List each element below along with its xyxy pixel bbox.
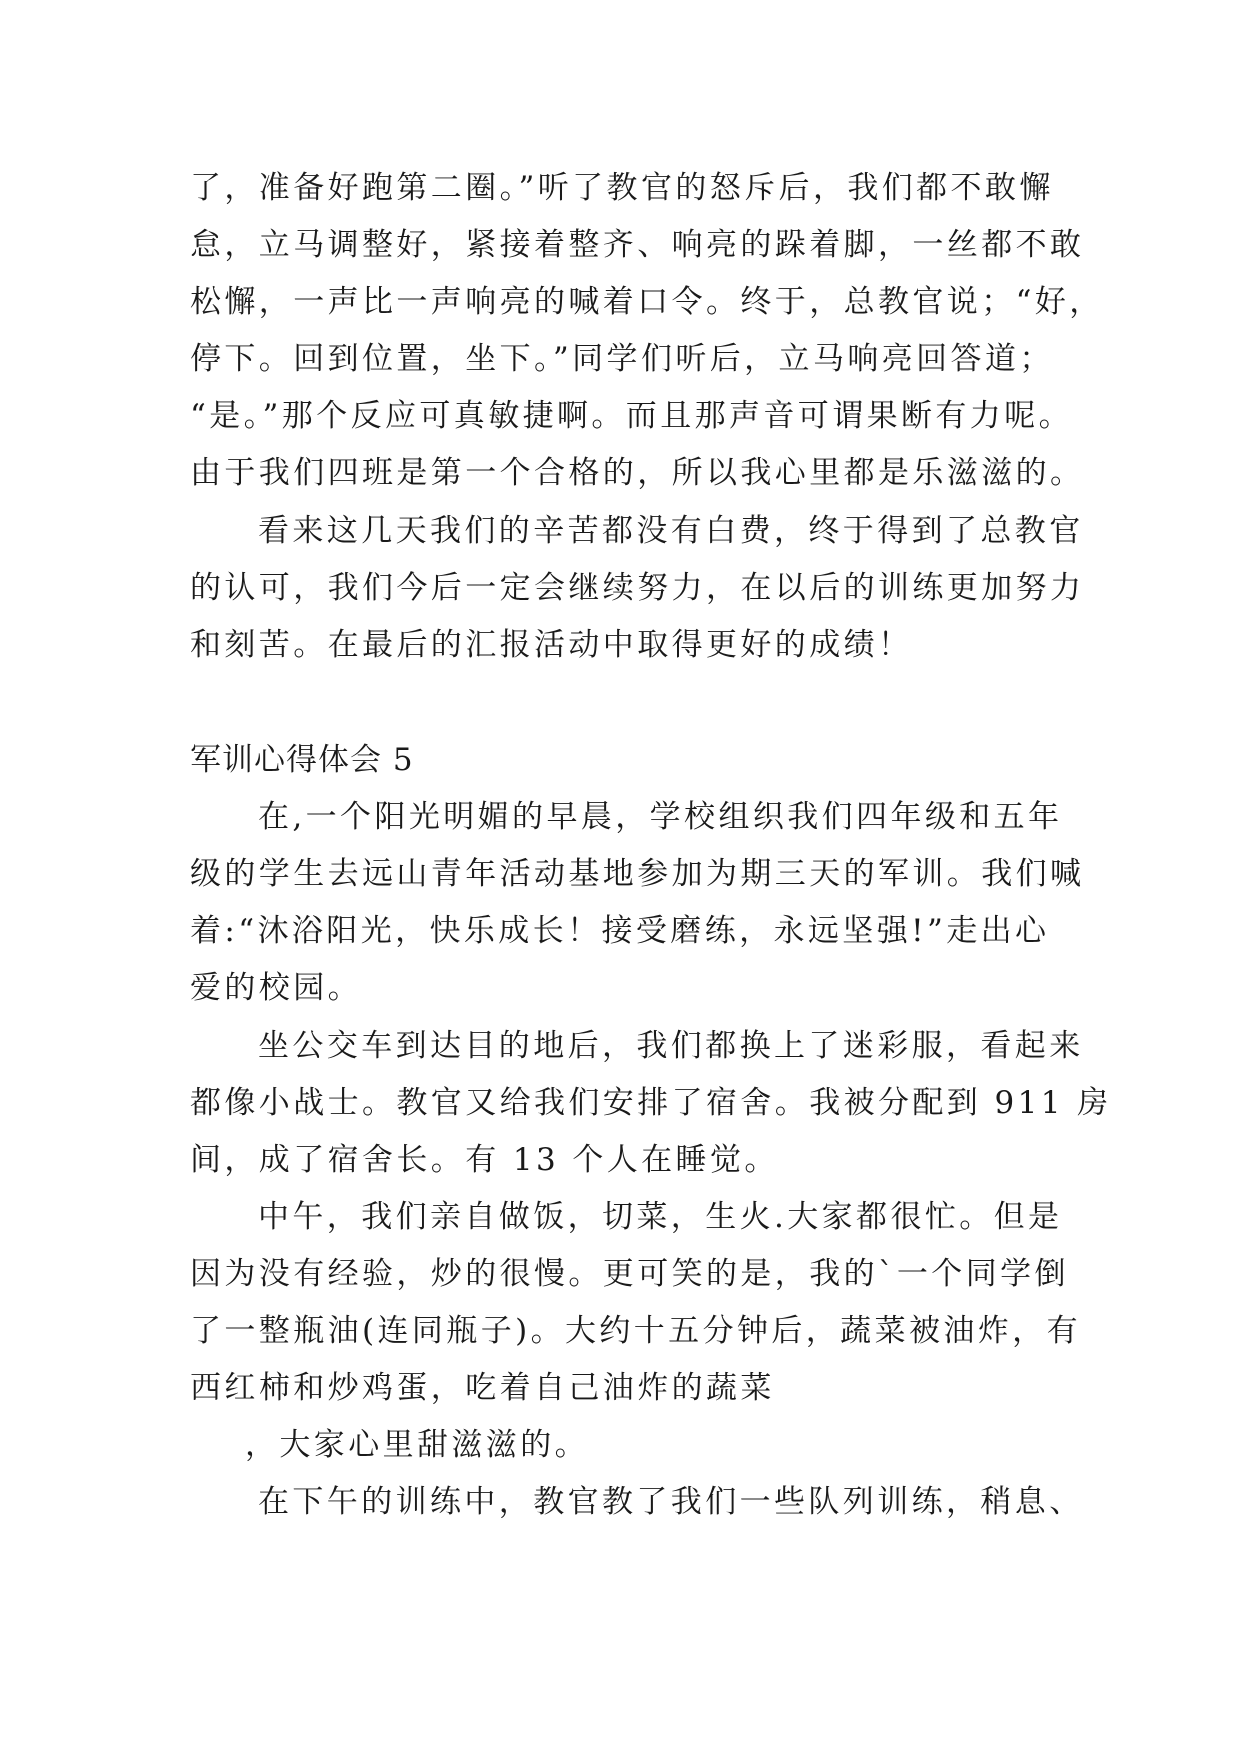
paragraph-line: 间，成了宿舍长。有 13 个人在睡觉。	[190, 1142, 779, 1178]
paragraph-line: 都像小战士。教官又给我们安排了宿舍。我被分配到 911 房	[190, 1085, 1112, 1121]
paragraph-line: 西红柿和炒鸡蛋，吃着自己油炸的蔬菜	[190, 1370, 775, 1406]
paragraph-line: 和刻苦。在最后的汇报活动中取得更好的成绩！	[190, 627, 913, 663]
paragraph-line: 的认可，我们今后一定会继续努力，在以后的训练更加努力	[190, 570, 1085, 606]
paragraph-line: 爱的校园。	[190, 970, 362, 1006]
paragraph-line: 怠，立马调整好，紧接着整齐、响亮的跺着脚，一丝都不敢	[190, 227, 1085, 263]
paragraph-line: 松懈，一声比一声响亮的喊着口令。终于，总教官说；“好，	[190, 284, 1104, 320]
paragraph-line: 在下午的训练中，教官教了我们一些队列训练，稍息、	[258, 1484, 1084, 1520]
paragraph-line: 由于我们四班是第一个合格的，所以我心里都是乐滋滋的。	[190, 455, 1085, 491]
paragraph-line: 在,一个阳光明媚的早晨，学校组织我们四年级和五年	[258, 799, 1063, 835]
paragraph-line: 中午，我们亲自做饭，切菜，生火.大家都很忙。但是	[258, 1199, 1063, 1235]
section-title: 军训心得体会 5	[190, 742, 414, 778]
paragraph-line: 着:“沐浴阳光，快乐成长！接受磨练，永远坚强!”走出心	[190, 913, 1050, 949]
paragraph-line: ，大家心里甜滋滋的。	[245, 1427, 589, 1463]
paragraph-line: 停下。回到位置，坐下。”同学们听后，立马响亮回答道；	[190, 341, 1054, 377]
paragraph-line: “是。”那个反应可真敏捷啊。而且那声音可谓果断有力呢。	[190, 398, 1073, 434]
paragraph-line: 了一整瓶油(连同瓶子)。大约十五分钟后，蔬菜被油炸，有	[190, 1313, 1081, 1349]
paragraph-line: 因为没有经验，炒的很慢。更可笑的是，我的`一个同学倒	[190, 1256, 1069, 1292]
paragraph-line: 坐公交车到达目的地后，我们都换上了迷彩服，看起来	[258, 1028, 1084, 1064]
paragraph-line: 了，准备好跑第二圈。”听了教官的怒斥后，我们都不敢懈	[190, 170, 1054, 206]
paragraph-line: 看来这几天我们的辛苦都没有白费，终于得到了总教官	[258, 513, 1084, 549]
paragraph-line: 级的学生去远山青年活动基地参加为期三天的军训。我们喊	[190, 856, 1085, 892]
